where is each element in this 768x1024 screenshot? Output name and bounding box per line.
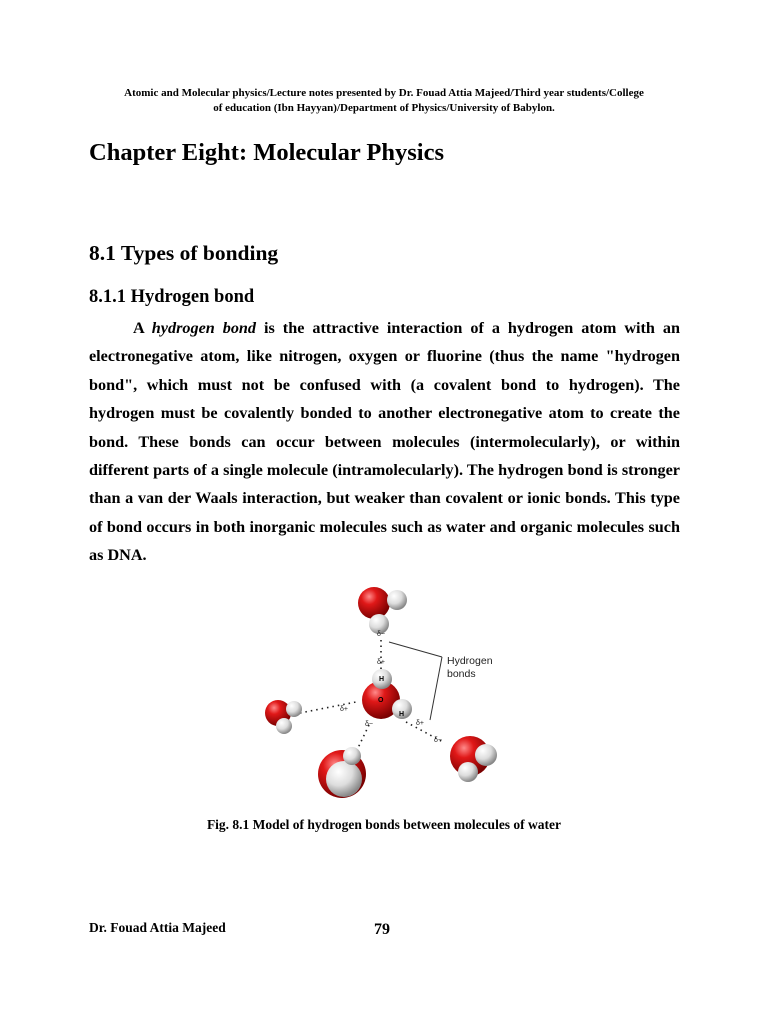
hydrogen-bond-figure <box>258 582 513 804</box>
delta-minus-label: δ− <box>377 631 385 638</box>
chapter-title: Chapter Eight: Molecular Physics <box>89 139 445 166</box>
paragraph-lead: A <box>133 319 152 337</box>
delta-minus-label: δ− <box>365 721 373 728</box>
figure-caption: Fig. 8.1 Model of hydrogen bonds between molecules of water <box>206 817 562 832</box>
delta-minus-label: δ− <box>434 737 442 744</box>
water-molecule-top <box>358 587 407 634</box>
water-molecule-bottom <box>318 747 366 798</box>
water-molecule-center <box>362 669 412 719</box>
delta-plus-label: δ+ <box>416 720 424 727</box>
atom-o-label: O <box>378 697 384 704</box>
atom-h-label: H <box>379 676 385 683</box>
water-molecule-left <box>265 700 302 734</box>
water-molecule-right <box>450 736 497 782</box>
section-title: 8.1 Types of bonding <box>89 241 279 265</box>
hydrogen-bonds-label <box>447 655 493 680</box>
water-molecules-diagram <box>258 582 513 804</box>
delta-plus-label: δ+ <box>340 706 348 713</box>
body-paragraph <box>89 314 680 570</box>
running-header <box>80 86 688 116</box>
footer-author: Dr. Fouad Attia Majeed <box>89 920 226 935</box>
atom-h-label: H <box>399 711 405 718</box>
delta-plus-label: δ+ <box>377 659 385 666</box>
running-header-line-2: of education (Ibn Hayyan)/Department of Physics/University of Babylon. <box>213 102 555 114</box>
svg-text:bonds: bonds <box>447 668 476 680</box>
paragraph-text: is the attractive interaction of a hydrogen atom with an electronegative atom, like nitrogen, oxygen or fluorine (thus the name "hydrogen bond", which must not be confused with (a covalent bond to hydrogen). The hydrogen must be covalently bonded to another electronegative atom to create the bond. These bonds can occur between molecules (intermolecularly), or within different parts of a single molecule (intramolecularly). The hydrogen bond is stronger than a van der Waals interaction, but weaker than covalent or ionic bonds. This type of bond occurs in both inorganic molecules such as water and organic molecules such as DNA. <box>89 319 681 565</box>
subsection-title: 8.1.1 Hydrogen bond <box>89 287 255 307</box>
svg-text:Hydrogen: Hydrogen <box>447 655 493 667</box>
paragraph-term: hydrogen bond <box>151 319 257 337</box>
page-number: 79 <box>374 921 390 938</box>
running-header-line-1: Atomic and Molecular physics/Lecture notes presented by Dr. Fouad Attia Majeed/Third year students/College <box>124 87 644 99</box>
